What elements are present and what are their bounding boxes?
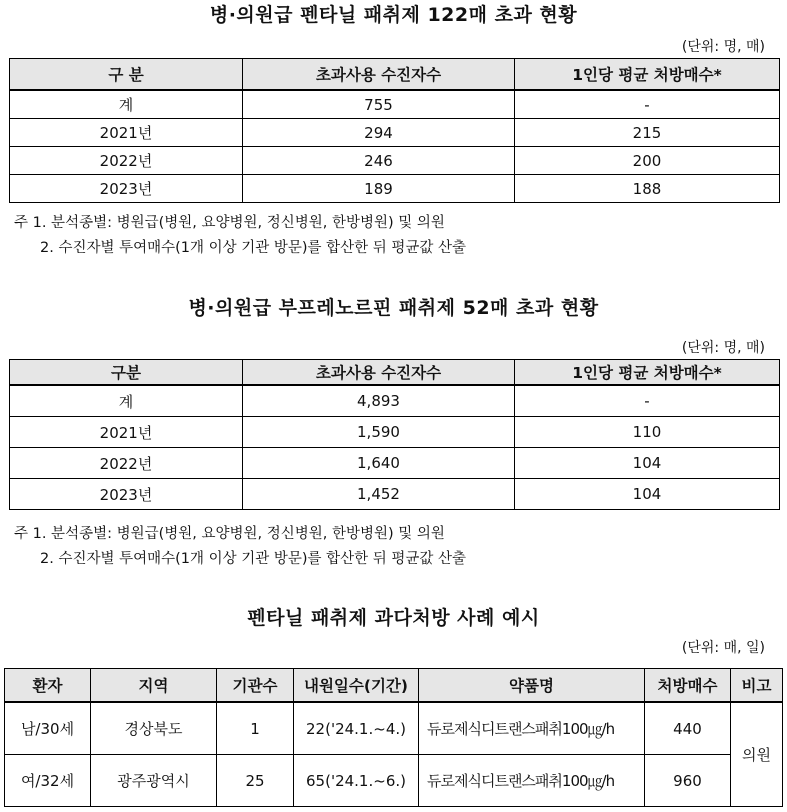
header-drug-name: 약품명	[419, 669, 645, 703]
table-row	[10, 448, 780, 479]
patients-cell: 1,590	[243, 417, 515, 448]
table-row	[10, 175, 780, 203]
table-header-row	[10, 59, 780, 91]
visit-days-cell: 22('24.1.~4.)	[294, 702, 419, 755]
patients-cell: 755	[243, 90, 515, 119]
header-prescription-count: 처방매수	[645, 669, 731, 703]
row-label: 2021년	[10, 417, 243, 448]
fentanyl-excess-table	[9, 58, 780, 203]
remark-cell: 의원	[731, 702, 783, 807]
patients-cell: 1,452	[243, 479, 515, 510]
region-cell: 광주광역시	[91, 755, 217, 807]
table-row	[10, 479, 780, 510]
note-1: 주 1. 분석종별: 병원급(병원, 요양병원, 정신병원, 한방병원) 및 의원	[14, 215, 445, 231]
header-visit-days: 내원일수(기간)	[294, 669, 419, 703]
region-cell: 경상북도	[91, 702, 217, 755]
section3-title: 펜타닐 패취제 과다처방 사례 예시	[247, 607, 540, 629]
patients-cell: 189	[243, 175, 515, 203]
header-patients: 초과사용 수진자수	[243, 360, 515, 386]
patients-cell: 246	[243, 147, 515, 175]
section2-notes	[14, 522, 466, 572]
header-category: 구 분	[10, 59, 243, 91]
note-2: 2. 수진자별 투여매수(1개 이상 기관 방문)를 합산한 뒤 평균값 산출	[40, 240, 467, 256]
table-row	[10, 147, 780, 175]
section3-unit: (단위: 매, 일)	[681, 640, 765, 656]
patients-cell: 1,640	[243, 448, 515, 479]
row-label: 2023년	[10, 175, 243, 203]
header-avg-prescriptions: 1인당 평균 처방매수*	[515, 59, 780, 91]
header-patients: 초과사용 수진자수	[243, 59, 515, 91]
section1-notes	[14, 211, 466, 261]
row-label: 계	[10, 385, 243, 417]
note-2: 2. 수진자별 투여매수(1개 이상 기관 방문)를 합산한 뒤 평균값 산출	[40, 551, 467, 567]
table-row	[10, 90, 780, 119]
header-category: 구분	[10, 360, 243, 386]
patients-cell: 4,893	[243, 385, 515, 417]
drug-name-cell: 듀로제식디트랜스패취100㎍/h	[419, 755, 645, 807]
avg-cell: 188	[515, 175, 780, 203]
header-avg-prescriptions: 1인당 평균 처방매수*	[515, 360, 780, 386]
drug-name-cell: 듀로제식디트랜스패취100㎍/h	[419, 702, 645, 755]
row-label: 2022년	[10, 448, 243, 479]
patient-cell: 여/32세	[5, 755, 91, 807]
section1-title: 병·의원급 펜타닐 패취제 122매 초과 현황	[209, 4, 578, 26]
patient-cell: 남/30세	[5, 702, 91, 755]
table-header-row	[5, 669, 783, 703]
row-label: 2021년	[10, 119, 243, 147]
note-1: 주 1. 분석종별: 병원급(병원, 요양병원, 정신병원, 한방병원) 및 의원	[14, 526, 445, 542]
prescription-count-cell: 960	[645, 755, 731, 807]
table-row	[5, 755, 783, 807]
avg-cell: -	[515, 385, 780, 417]
prescription-count-cell: 440	[645, 702, 731, 755]
avg-cell: 104	[515, 448, 780, 479]
avg-cell: 215	[515, 119, 780, 147]
row-label: 2023년	[10, 479, 243, 510]
section2-unit: (단위: 명, 매)	[681, 340, 765, 356]
table-row	[10, 385, 780, 417]
patients-cell: 294	[243, 119, 515, 147]
avg-cell: 104	[515, 479, 780, 510]
avg-cell: -	[515, 90, 780, 119]
header-region: 지역	[91, 669, 217, 703]
visit-days-cell: 65('24.1.~6.)	[294, 755, 419, 807]
avg-cell: 200	[515, 147, 780, 175]
table-header-row	[10, 360, 780, 386]
row-label: 계	[10, 90, 243, 119]
table-row	[5, 702, 783, 755]
row-label: 2022년	[10, 147, 243, 175]
buprenorphine-excess-table	[9, 359, 780, 510]
section1-unit: (단위: 명, 매)	[681, 39, 765, 55]
header-remark: 비고	[731, 669, 783, 703]
overprescription-cases-table	[4, 668, 783, 807]
header-institutions: 기관수	[217, 669, 294, 703]
header-patient: 환자	[5, 669, 91, 703]
section2-title: 병·의원급 부프레노르핀 패취제 52매 초과 현황	[188, 297, 599, 319]
avg-cell: 110	[515, 417, 780, 448]
table-row	[10, 417, 780, 448]
institutions-cell: 1	[217, 702, 294, 755]
institutions-cell: 25	[217, 755, 294, 807]
table-row	[10, 119, 780, 147]
